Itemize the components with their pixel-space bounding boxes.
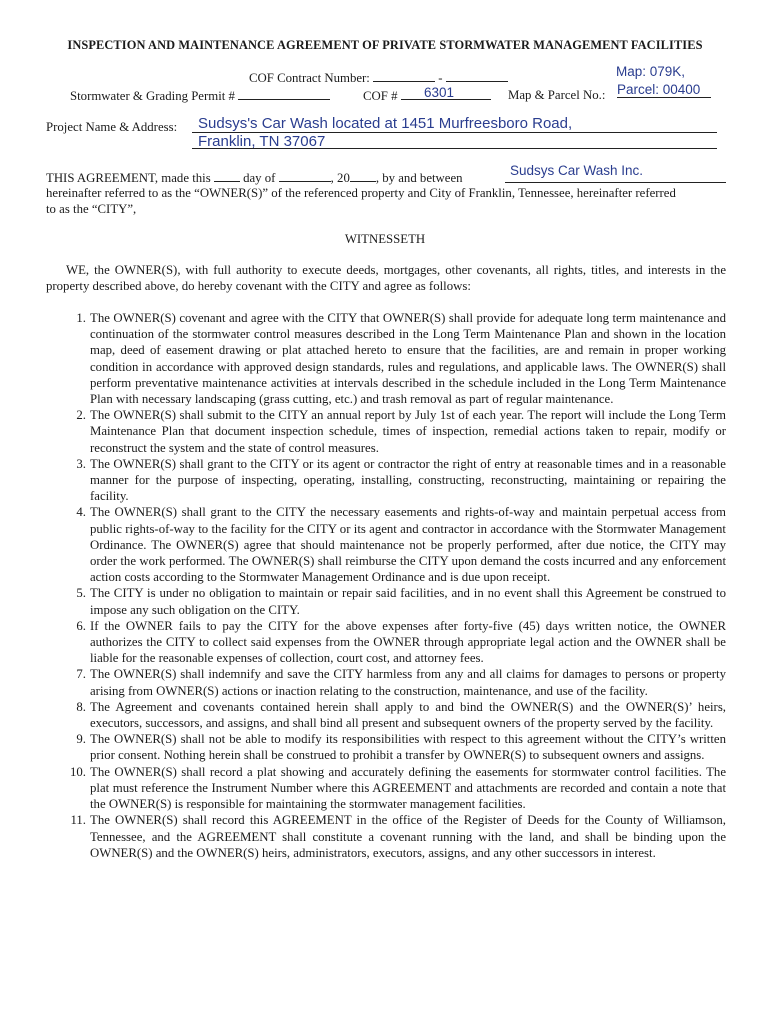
clause-item — [46, 812, 726, 861]
project-value-line-1[interactable]: Sudsys's Car Wash located at 1451 Murfreesboro Road, — [198, 115, 573, 132]
agreement-month-blank[interactable] — [279, 170, 331, 182]
project-label: Project Name & Address: — [46, 120, 178, 134]
clause-text: The CITY is under no obligation to maintain or repair said facilities, and in no event shall this Agreement be construed to impose any such obligation on the CITY. — [90, 586, 726, 617]
day-of-label: day of — [243, 171, 276, 185]
cof-contract-label: COF Contract Number: — [249, 71, 370, 85]
clause-item — [46, 618, 726, 667]
clause-number: 2. — [76, 408, 86, 423]
clause-text: The OWNER(S) shall not be able to modify its responsibilities with respect to this agreement without the CITY’s written prior consent. Nothing herein shall be construed to prohibit a transfer by OWNER(S) to subsequent owners and assigns. — [90, 732, 726, 763]
clause-text: The OWNER(S) shall record a plat showing and accurately defining the easements for stormwater control facilities. The plat must reference the Instrument Number where this AGREEMENT and attachments are recorded and contain a note that the OWNER(S) is responsible for maintaining the stormwater management facilities. — [90, 764, 726, 812]
owner-name-value[interactable]: Sudsys Car Wash Inc. — [510, 163, 644, 178]
clause-number: 7. — [76, 667, 86, 682]
clause-item — [46, 666, 726, 698]
clause-number: 11. — [70, 813, 86, 828]
by-and-between-label: , by and between — [375, 171, 463, 185]
cof-contract-line — [249, 70, 508, 86]
year-prefix: , 20 — [330, 171, 350, 185]
map-value[interactable]: Map: 079K, — [616, 64, 686, 79]
contract-number-blank-2[interactable] — [446, 70, 508, 82]
permit-line — [70, 88, 330, 104]
witnesseth-heading: WITNESSETH — [344, 232, 426, 246]
contract-dash: - — [438, 71, 443, 85]
contract-number-blank-1[interactable] — [373, 70, 435, 82]
clause-item — [46, 731, 726, 763]
permit-label: Stormwater & Grading Permit # — [70, 89, 235, 103]
clause-item — [46, 699, 726, 731]
clause-number: 5. — [76, 586, 86, 601]
clause-text: The OWNER(S) covenant and agree with the CITY that OWNER(S) shall provide for adequate long term maintenance and continuation of the stormwater control measures described in the Long Term Maintenance Plan and shown in the location map, deed of easement drawing or plat attached hereto to ensure that the facilities, are and remain in proper working condition in accordance with approved design standards, rules and regulations, and applicable laws. The OWNER(S) shall perform preventative maintenance activities at intervals described in the schedule included in the Long Term Maintenance Plan with necessary landscaping (grass cutting, etc.) and trash removal as part of regular maintenance. — [90, 311, 726, 407]
clause-text: The Agreement and covenants contained herein shall apply to and bind the OWNER(S) and the OWNER(S)’ heirs, executors, successors, and assigns, and shall bind all present and subsequent owners of the property served by the facility. — [90, 699, 726, 731]
clause-item — [46, 310, 726, 407]
clause-item — [46, 585, 726, 617]
agreement-day-blank[interactable] — [214, 170, 240, 182]
clause-number: 8. — [76, 699, 86, 714]
clause-item — [46, 764, 726, 813]
permit-number-blank[interactable] — [238, 88, 330, 100]
cof-label: COF # — [363, 89, 398, 103]
clause-text: If the OWNER fails to pay the CITY for the above expenses after forty-five (45) days written notice, the OWNER authorizes the CITY to collect said expenses from the OWNER through appropriate legal action and the OWNER shall be liable for the reasonable expenses of collection, court cost, and attorney fees. — [90, 618, 726, 666]
agreement-line-3: to as the “CITY”, — [46, 202, 137, 216]
clause-item — [46, 456, 726, 505]
clause-number: 10. — [70, 764, 86, 779]
agreement-prefix: THIS AGREEMENT, made this — [46, 171, 211, 185]
clause-text: The OWNER(S) shall grant to the CITY the necessary easements and rights-of-way and maintain perpetual access from public rights-of-way to the facility for the CITY or its agent and contractor in accordance with the Stormwater Management Ordinance. The OWNER(S) agree that should maintenance not be properly performed, after due notice, the CITY may order the work performed. The OWNER(S) shall reimburse the CITY upon demand the costs incurred and any enforcement action costs according to the Stormwater Management Ordinance and is due upon receipt. — [90, 505, 726, 585]
clause-text: The OWNER(S) shall indemnify and save the CITY harmless from any and all claims for damages to persons or property arising from OWNER(S) actions or inaction relating to the construction, maintenance, and use of the facility. — [90, 667, 726, 698]
owner-name-line — [505, 182, 726, 183]
clause-text: The OWNER(S) shall grant to the CITY or its agent or contractor the right of entry at reasonable times and in a reasonable manner for the purpose of inspecting, operating, installing, constructing, reconstructing, maintaining or repairing the facility. — [90, 456, 726, 504]
cof-number-value[interactable]: 6301 — [424, 85, 455, 100]
clause-number: 3. — [76, 456, 86, 471]
intro-paragraph: WE, the OWNER(S), with full authority to execute deeds, mortgages, other covenants, all rights, titles, and interests in the property described above, do hereby covenant with the CITY and agree as follows: — [46, 263, 726, 294]
clause-item — [46, 504, 726, 585]
parcel-value[interactable]: Parcel: 00400 — [617, 82, 711, 98]
clause-text: The OWNER(S) shall record this AGREEMENT in the office of the Register of Deeds for the County of Williamson, Tennessee, and the AGREEMENT shall constitute a covenant running with the land, and shall be binding upon the OWNER(S) and the OWNER(S) heirs, administrators, executors, assigns, and any other successors in interest. — [90, 813, 726, 860]
clause-number: 4. — [76, 505, 86, 520]
clauses-list — [46, 310, 726, 861]
agreement-year-blank[interactable] — [350, 170, 376, 182]
document-title: INSPECTION AND MAINTENANCE AGREEMENT OF PRIVATE STORMWATER MANAGEMENT FACILITIES — [67, 38, 703, 52]
clause-number: 6. — [76, 618, 86, 633]
clause-number: 1. — [76, 311, 86, 325]
clause-text: The OWNER(S) shall submit to the CITY an annual report by July 1st of each year. The report will include the Long Term Maintenance Plan that document inspection schedule, times of inspection, remedial actions taken to repair, modify or reconstruct the system and the state of control measures. — [90, 408, 726, 455]
agreement-line-2: hereinafter referred to as the “OWNER(S)” of the referenced property and City of Franklin, Tennessee, hereinafter referred — [46, 186, 676, 200]
clause-number: 9. — [76, 732, 86, 747]
clause-item — [46, 407, 726, 456]
agreement-line-1 — [46, 170, 463, 186]
project-value-line-2[interactable]: Franklin, TN 37067 — [198, 133, 326, 150]
parcel-label: Map & Parcel No.: — [508, 88, 606, 102]
